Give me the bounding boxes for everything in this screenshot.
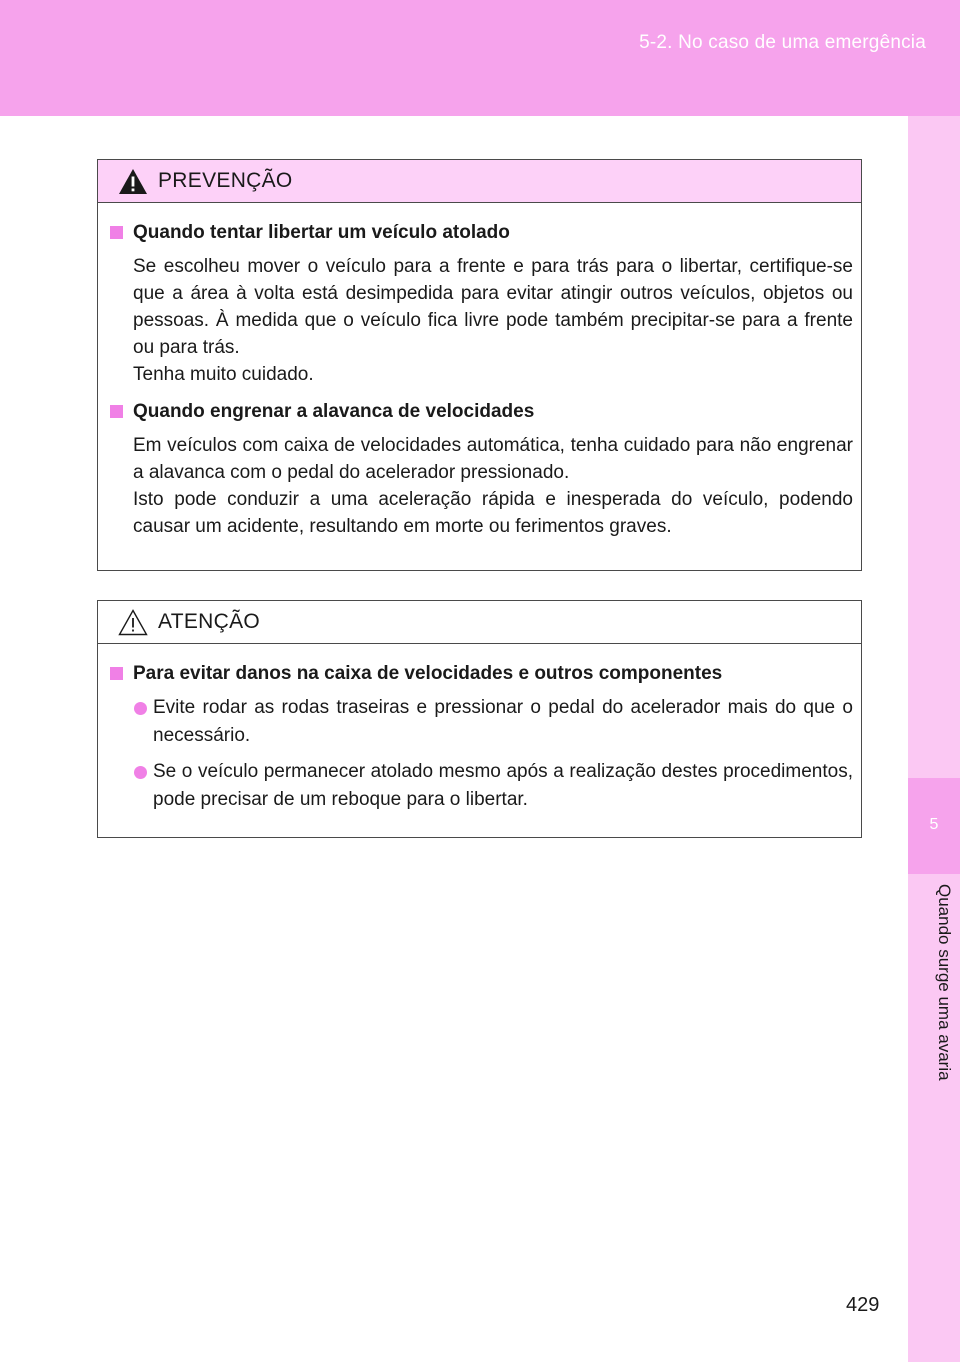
caution-body [98, 203, 861, 540]
item-title-text: Para evitar danos na caixa de velocidades e outros componentes [133, 663, 723, 684]
chapter-title: Quando surge uma avaria [935, 884, 954, 1081]
warning-filled-icon [118, 168, 148, 195]
paragraph: Isto pode conduzir a uma aceleração rápida e inesperada do veículo, podendo causar um acidente, resultando em morte ou ferimentos graves. [133, 489, 853, 537]
caution-box [97, 159, 862, 571]
caution-item-text [133, 432, 853, 540]
notice-label: ATENÇÃO [158, 610, 261, 633]
square-bullet-icon [110, 226, 123, 239]
caution-item-text [133, 253, 853, 388]
item-title-text: Quando engrenar a alavanca de velocidades [133, 401, 535, 422]
square-bullet-icon [110, 667, 123, 680]
notice-bullet [108, 758, 853, 814]
notice-header [98, 601, 861, 644]
notice-box [97, 600, 862, 838]
bullet-text: Evite rodar as rodas traseiras e pressionar o pedal do acelerador mais do que o necessário. [153, 697, 853, 746]
paragraph: Em veículos com caixa de velocidades automática, tenha cuidado para não engrenar a alavanca com o pedal do acelerador pressionado. [133, 435, 853, 483]
header-band [0, 0, 960, 116]
circle-bullet-icon [134, 766, 147, 779]
caution-label: PREVENÇÃO [158, 169, 293, 192]
notice-bullet [108, 694, 853, 750]
paragraph: Se escolheu mover o veículo para a frente e para trás para o libertar, certifique-se que a área à volta está desimpedida para evitar atingir outros veículos, objetos ou pessoas. À medida que o veículo fica livre pode também precipitar-se para a frente ou para trás. [133, 256, 853, 358]
notice-body [98, 644, 861, 814]
page-number: 429 [846, 1294, 880, 1316]
paragraph: Tenha muito cuidado. [133, 364, 314, 385]
bullet-text: Se o veículo permanecer atolado mesmo após a realização destes procedimentos, pode precisar de um reboque para o libertar. [153, 761, 853, 810]
caution-item-title [108, 400, 853, 424]
item-title-text: Quando tentar libertar um veículo atolado [133, 222, 510, 243]
section-title: 5-2. No caso de uma emergência [639, 32, 926, 53]
chapter-side-strip [908, 116, 960, 1362]
warning-outline-icon [118, 609, 148, 636]
square-bullet-icon [110, 405, 123, 418]
chapter-tab [908, 778, 960, 874]
chapter-number: 5 [929, 816, 939, 833]
caution-header [98, 160, 861, 203]
caution-item-title [108, 221, 853, 245]
notice-item-title [108, 662, 853, 686]
circle-bullet-icon [134, 702, 147, 715]
